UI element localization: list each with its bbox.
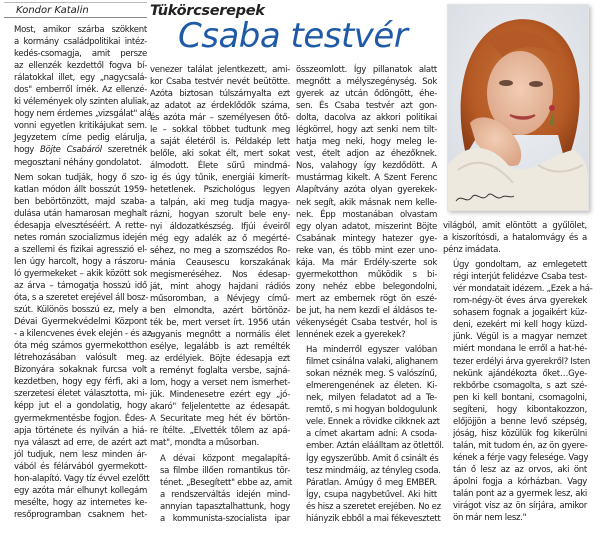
text-line: kája. Ma már Erdély-szerte sok <box>296 257 437 268</box>
text-line: gyermekmentésbe fogjon. Édes- <box>14 413 147 424</box>
text-line: Jegyzetem címe pedig elárulja, <box>14 133 147 144</box>
text-line: ig és úgy tűnik, energiái kimerít- <box>150 173 290 184</box>
text-line: a kormány családpolitikai intéz- <box>14 37 147 48</box>
text-line: álmodott. Élete sűrű mindmá- <box>150 161 290 172</box>
text-line: és hisz a szeretet erejében. No ez <box>306 501 441 512</box>
paragraph <box>4 24 152 169</box>
text-line: talán, mit tudom én, az ön gyere- <box>453 440 588 451</box>
text-line: mesélte, hogy az internetes ke- <box>14 497 147 508</box>
paragraph <box>443 220 587 256</box>
text-line: venezer találat jelentkezett, ami- <box>150 65 290 75</box>
text-line: belőle, aki sokat élt, mert sokat <box>150 149 290 160</box>
text-line: A Securitate meg hét év börtön- <box>150 414 290 425</box>
text-line: ték be, mert verset írt. 1956 után <box>150 317 290 328</box>
text-line: tesz mindmáig, az tényleg csoda. <box>306 465 441 476</box>
text-line: a talpán, aki meg tudja magya- <box>150 197 290 208</box>
text-line: filmet csinálna valaki, alighanem <box>306 357 438 368</box>
paragraph <box>296 64 437 341</box>
text-line: ját, mint ahogy hajdani rádiós <box>150 281 290 292</box>
text-line: ugyanis megnőtt a normális élet <box>150 330 290 341</box>
text-line: nya választ ad erre, de azért azt <box>14 437 147 448</box>
text-line: hatja meg neki, hogy meleg le- <box>296 137 437 148</box>
author-portrait-photo <box>447 4 589 211</box>
text-line: rekbőrbe csomagolta, s azt szé- <box>453 380 587 391</box>
text-line: műsoromban, a Névjegy című- <box>150 293 290 304</box>
text-line: Így, csupa nagybetűvel. Aki hitt <box>306 489 437 500</box>
paragraph <box>4 172 154 521</box>
text-line: világból, amit elöntött a gyűlölet, <box>443 221 587 231</box>
text-line: Úgy gondoltam, az emlegetett <box>453 260 587 271</box>
text-line: zony nehéz ebbe belegondolni, <box>296 281 437 292</box>
text-line: miért mondana le erről a hat-hé- <box>453 344 587 355</box>
text-line: kezdetben, hogy egy férfi, aki a <box>14 377 147 388</box>
text-line: a saját életéről is. Példakép lett <box>150 137 290 148</box>
text-line: tán ő lesz az az orvos, aki önt <box>453 464 587 475</box>
text-line: az ellenzék kezdettől fogva bí- <box>14 61 147 72</box>
text-line: sa filmbe illően romantikus tör- <box>160 465 290 476</box>
text-line: megismeréséhez. Nos édesap- <box>150 269 290 280</box>
text-line: szút. Különös bosszú ez, mely a <box>14 305 147 316</box>
text-line: pénz imádata. <box>443 245 501 256</box>
text-line: az árva – támogatja hosszú idő <box>14 280 147 291</box>
text-line: vékenységét Csaba testvér, hol is <box>296 317 437 328</box>
author-byline: Kondor Katalin <box>4 2 147 18</box>
text-line: nek, milyen feladatot ad a Te- <box>306 393 437 404</box>
text-line: gyerek az utcán ődöngött, éhe- <box>296 89 437 100</box>
text-line: régi interjút felidézve Csaba test- <box>453 272 587 283</box>
text-line: ön már nem lesz." <box>453 513 527 524</box>
article-column-2 <box>150 64 293 525</box>
text-line: Páratlan. Amúgy ő meg EMBER. <box>306 477 437 488</box>
text-line: egy olyan adatot, miszerint Böjte <box>296 221 437 232</box>
text-line: jük. Mindenesetre ezért egy „jó- <box>150 390 290 401</box>
paragraph <box>150 64 290 450</box>
text-line: ben elmondta, azért börtönöz- <box>150 305 290 316</box>
text-line: előjöjjön a benne levő szépség, <box>453 416 587 427</box>
text-line: tezer erdélyi árva gyerekről? Isten <box>453 356 591 367</box>
text-line: len úgy harcolt, hogy a rászoru- <box>14 256 147 267</box>
text-line: rálatokkal illet, egy „nagycsalá- <box>14 73 147 84</box>
text-line: - a kilencvenes évek elején - és az- <box>14 329 154 340</box>
text-line: szerzetesi életet választotta, mi- <box>14 389 147 400</box>
portrait-image <box>448 5 588 210</box>
text-line: a reményt foglalta versbe, sajná- <box>150 366 290 377</box>
text-line: nekünk ajándékozta őket…Gye- <box>453 368 587 379</box>
text-line: hon-alapító. Vagy tíz évvel ezelőtt <box>14 473 150 484</box>
text-line: Nos, valahogy így kezdődött. A <box>296 161 437 172</box>
text-line: mat", mondta a műsorban. <box>150 438 259 449</box>
text-line: mustármag kikelt. A Szent Ferenc <box>296 173 437 184</box>
text-line: kének a férje vagy felesége. Vagy <box>453 452 589 463</box>
text-line: gyermekotthon működik s bi- <box>296 269 437 280</box>
text-line: dulása után hamarosan meghalt <box>14 208 147 219</box>
text-line: képp jut el a gondolatig, hogy <box>14 401 147 412</box>
text-line: re ítélte. „Elvették tőlem az apá- <box>150 426 290 437</box>
text-line: vér mondatait idézem. „Ezek a há- <box>453 284 593 295</box>
text-line: ló gyermekeket – akik között sok <box>14 268 147 279</box>
text-line: Alapítvány azóta olyan gyerekek- <box>296 185 437 196</box>
text-line: Bizonyára sokaknak furcsa volt <box>14 365 147 376</box>
text-line: nek segít, akik másnak nem kelle- <box>296 197 437 208</box>
text-line: Most, amikor szárba szökkent <box>14 25 147 35</box>
text-line: vest, ételt adjon az éhezőknek. <box>296 149 437 160</box>
text-line: sen. És Csaba testvér azt gon- <box>296 101 437 112</box>
text-line: jóság, hisz közülük fog kikerülni <box>453 428 587 439</box>
text-line: a kommunista-szocialista ipar <box>160 513 290 524</box>
text-line: katlan módon állt bosszút 1959- <box>14 184 147 195</box>
text-line: Csabának mintegy hatezer gye- <box>296 233 437 244</box>
text-line: séhez, no meg a szomszédos Ro- <box>150 245 290 256</box>
paragraph <box>150 453 293 525</box>
text-line: annyian tapasztalhattunk, hogy <box>160 501 290 512</box>
text-line: dolta, dacolva az akkori politikai <box>296 113 437 124</box>
text-line: a kiszorítósdi, a hatalomvágy és a <box>443 233 587 244</box>
text-line: nek. Épp mostanában olvastam <box>296 209 437 220</box>
text-line: még egy adalék az ő megérté- <box>150 233 290 244</box>
text-line: hetetlenek. Pszichológus legyen <box>150 185 290 196</box>
text-line: mert az embernek rögt ön eszé- <box>296 293 437 304</box>
text-line: egy azóta már elhunyt kollegám <box>14 485 147 496</box>
text-line: vonni egyetlen kritikájukat sem. <box>14 121 147 132</box>
text-line: rázni, hogyan szorult bele eny- <box>150 209 290 220</box>
text-line: Ha minderről egyszer valóban <box>306 345 437 356</box>
text-line: a címet akartam adni: A csoda- <box>306 429 437 440</box>
text-line: hiányzik ebből a mai fékevesztett <box>306 513 441 524</box>
text-line: létrehozásában valósult meg. <box>14 353 147 364</box>
text-line: Dévai Gyermekvédelmi Központ <box>14 317 147 328</box>
text-line: a szellemi és fizikai agresszió el- <box>14 244 147 255</box>
text-line: légkörrel, hogy azt senki nem tilt- <box>296 125 437 136</box>
text-line: elmerengenének az életen. Ki- <box>306 381 437 392</box>
text-run: szeretnék <box>101 145 147 156</box>
text-line: Azóta biztosan túlszárnyalta ezt <box>150 89 290 100</box>
text-line: édesapja elvesztéséért. A rette- <box>14 220 147 231</box>
text-line: óta még számos gyermekotthon <box>14 341 147 352</box>
text-line: megosztani néhány gondolatot. <box>14 157 142 168</box>
text-line: remtő, s mi hogyan boldogulunk <box>306 405 437 416</box>
article-title: Csaba testvér <box>178 16 408 56</box>
text-line: jünk. Végül is a magyar nemzet <box>453 332 587 343</box>
text-line: talán pont az a gyermek lesz, aki <box>453 489 587 500</box>
article-column-1 <box>4 24 154 521</box>
text-line: sohasem fognak a jogaikért küz- <box>453 308 587 319</box>
text-line: dos" emberről írnék. Az ellenzé- <box>14 85 147 96</box>
text-line: jól tudjuk, nem lesz minden ár- <box>14 449 147 460</box>
article-column-3 <box>296 64 444 525</box>
article-column-4 <box>443 220 593 524</box>
text-line: akaró" feljelentette az édesapát. <box>150 402 290 413</box>
text-line: mánia Ceausescu korszakának <box>150 257 290 268</box>
text-line: óta, s a szeretet erejével áll bosz- <box>14 293 149 304</box>
text-line: összeomlott. Így pillanatok alatt <box>296 65 437 75</box>
text-line: esélye, legalább is azt remélték <box>150 342 290 353</box>
text-line: ki vélemények oly szinten aluliak, <box>14 97 149 108</box>
text-line: virágot visz az ön sírjára, amikor <box>453 501 587 512</box>
text-line <box>4 144 147 156</box>
text-line: az adatot az érdeklődők száma, <box>150 101 290 112</box>
text-line: az erdélyiek. Böjte édesapja ezt <box>150 354 290 365</box>
text-line: vából és félárvából gyermekott- <box>14 461 147 472</box>
text-line: be jut, ha nem kezdi el áldásos te- <box>296 305 437 316</box>
text-line: a rendszerváltás idején mind- <box>160 489 290 500</box>
text-line: és azóta már – személyesen őtő- <box>150 113 290 124</box>
text-line: Nem sokan tudják, hogy ő szo- <box>14 172 147 183</box>
text-line: vele. Ennek a rövidke cikknek azt <box>306 417 440 428</box>
text-line: kor Csaba testvér nevét beütötte. <box>150 77 290 88</box>
text-line: ben bebörtönzött, majd szaba- <box>14 196 147 207</box>
text-line: apja története és nyilván a hiá- <box>14 425 147 436</box>
text-line: ember. Aztán eláálltam az ötlettől. <box>306 441 444 452</box>
paragraph <box>296 344 444 525</box>
emphasized-name: Böjte Csabáról <box>39 145 102 156</box>
text-line: netes román szocializmus idején <box>14 232 147 243</box>
text-line: sokan néznék meg. S valószínű, <box>306 369 437 380</box>
text-line: deni, ezekért mi kell hogy küzd- <box>453 320 587 331</box>
text-line: ténet. „Besegített" ebbe az, amit <box>160 477 293 488</box>
text-line: A dévai központ megalapítá- <box>160 453 290 464</box>
paragraph <box>443 259 593 524</box>
text-line: pen ki kell bontani, csomagolni, <box>453 392 587 403</box>
text-line: lom, hogy a verset nem ismerhet- <box>150 378 290 389</box>
text-line: nyi áldozatkészség. Ifjúi éveiről <box>150 221 290 232</box>
text-line: hogy nem érdemes „vizsgálat" alá <box>14 109 152 120</box>
text-line: rom-négy-öt éves árva gyerekek <box>453 296 587 307</box>
text-line: reke van, és több mint ezer uno- <box>296 245 437 256</box>
text-line: megnőtt a mélyszegénység. Sok <box>296 77 437 88</box>
text-line: Így egyszerűbb. Amit ő csinált és <box>306 453 439 464</box>
text-line: ápolni fogja a kórházban. Vagy <box>453 476 587 487</box>
column-kicker: Tükörcserepek <box>150 3 265 19</box>
text-run: hogy <box>14 145 40 156</box>
text-line: lennének ezek a gyerekek? <box>296 330 406 341</box>
text-line: le – sokkal többet tudtunk meg <box>150 125 290 136</box>
text-line: resőprogramban csaknem het- <box>14 509 147 520</box>
text-line: kedés-csomagja, amit persze <box>14 49 147 60</box>
text-line: segíteni, hogy kibontakozzon, <box>453 404 587 415</box>
